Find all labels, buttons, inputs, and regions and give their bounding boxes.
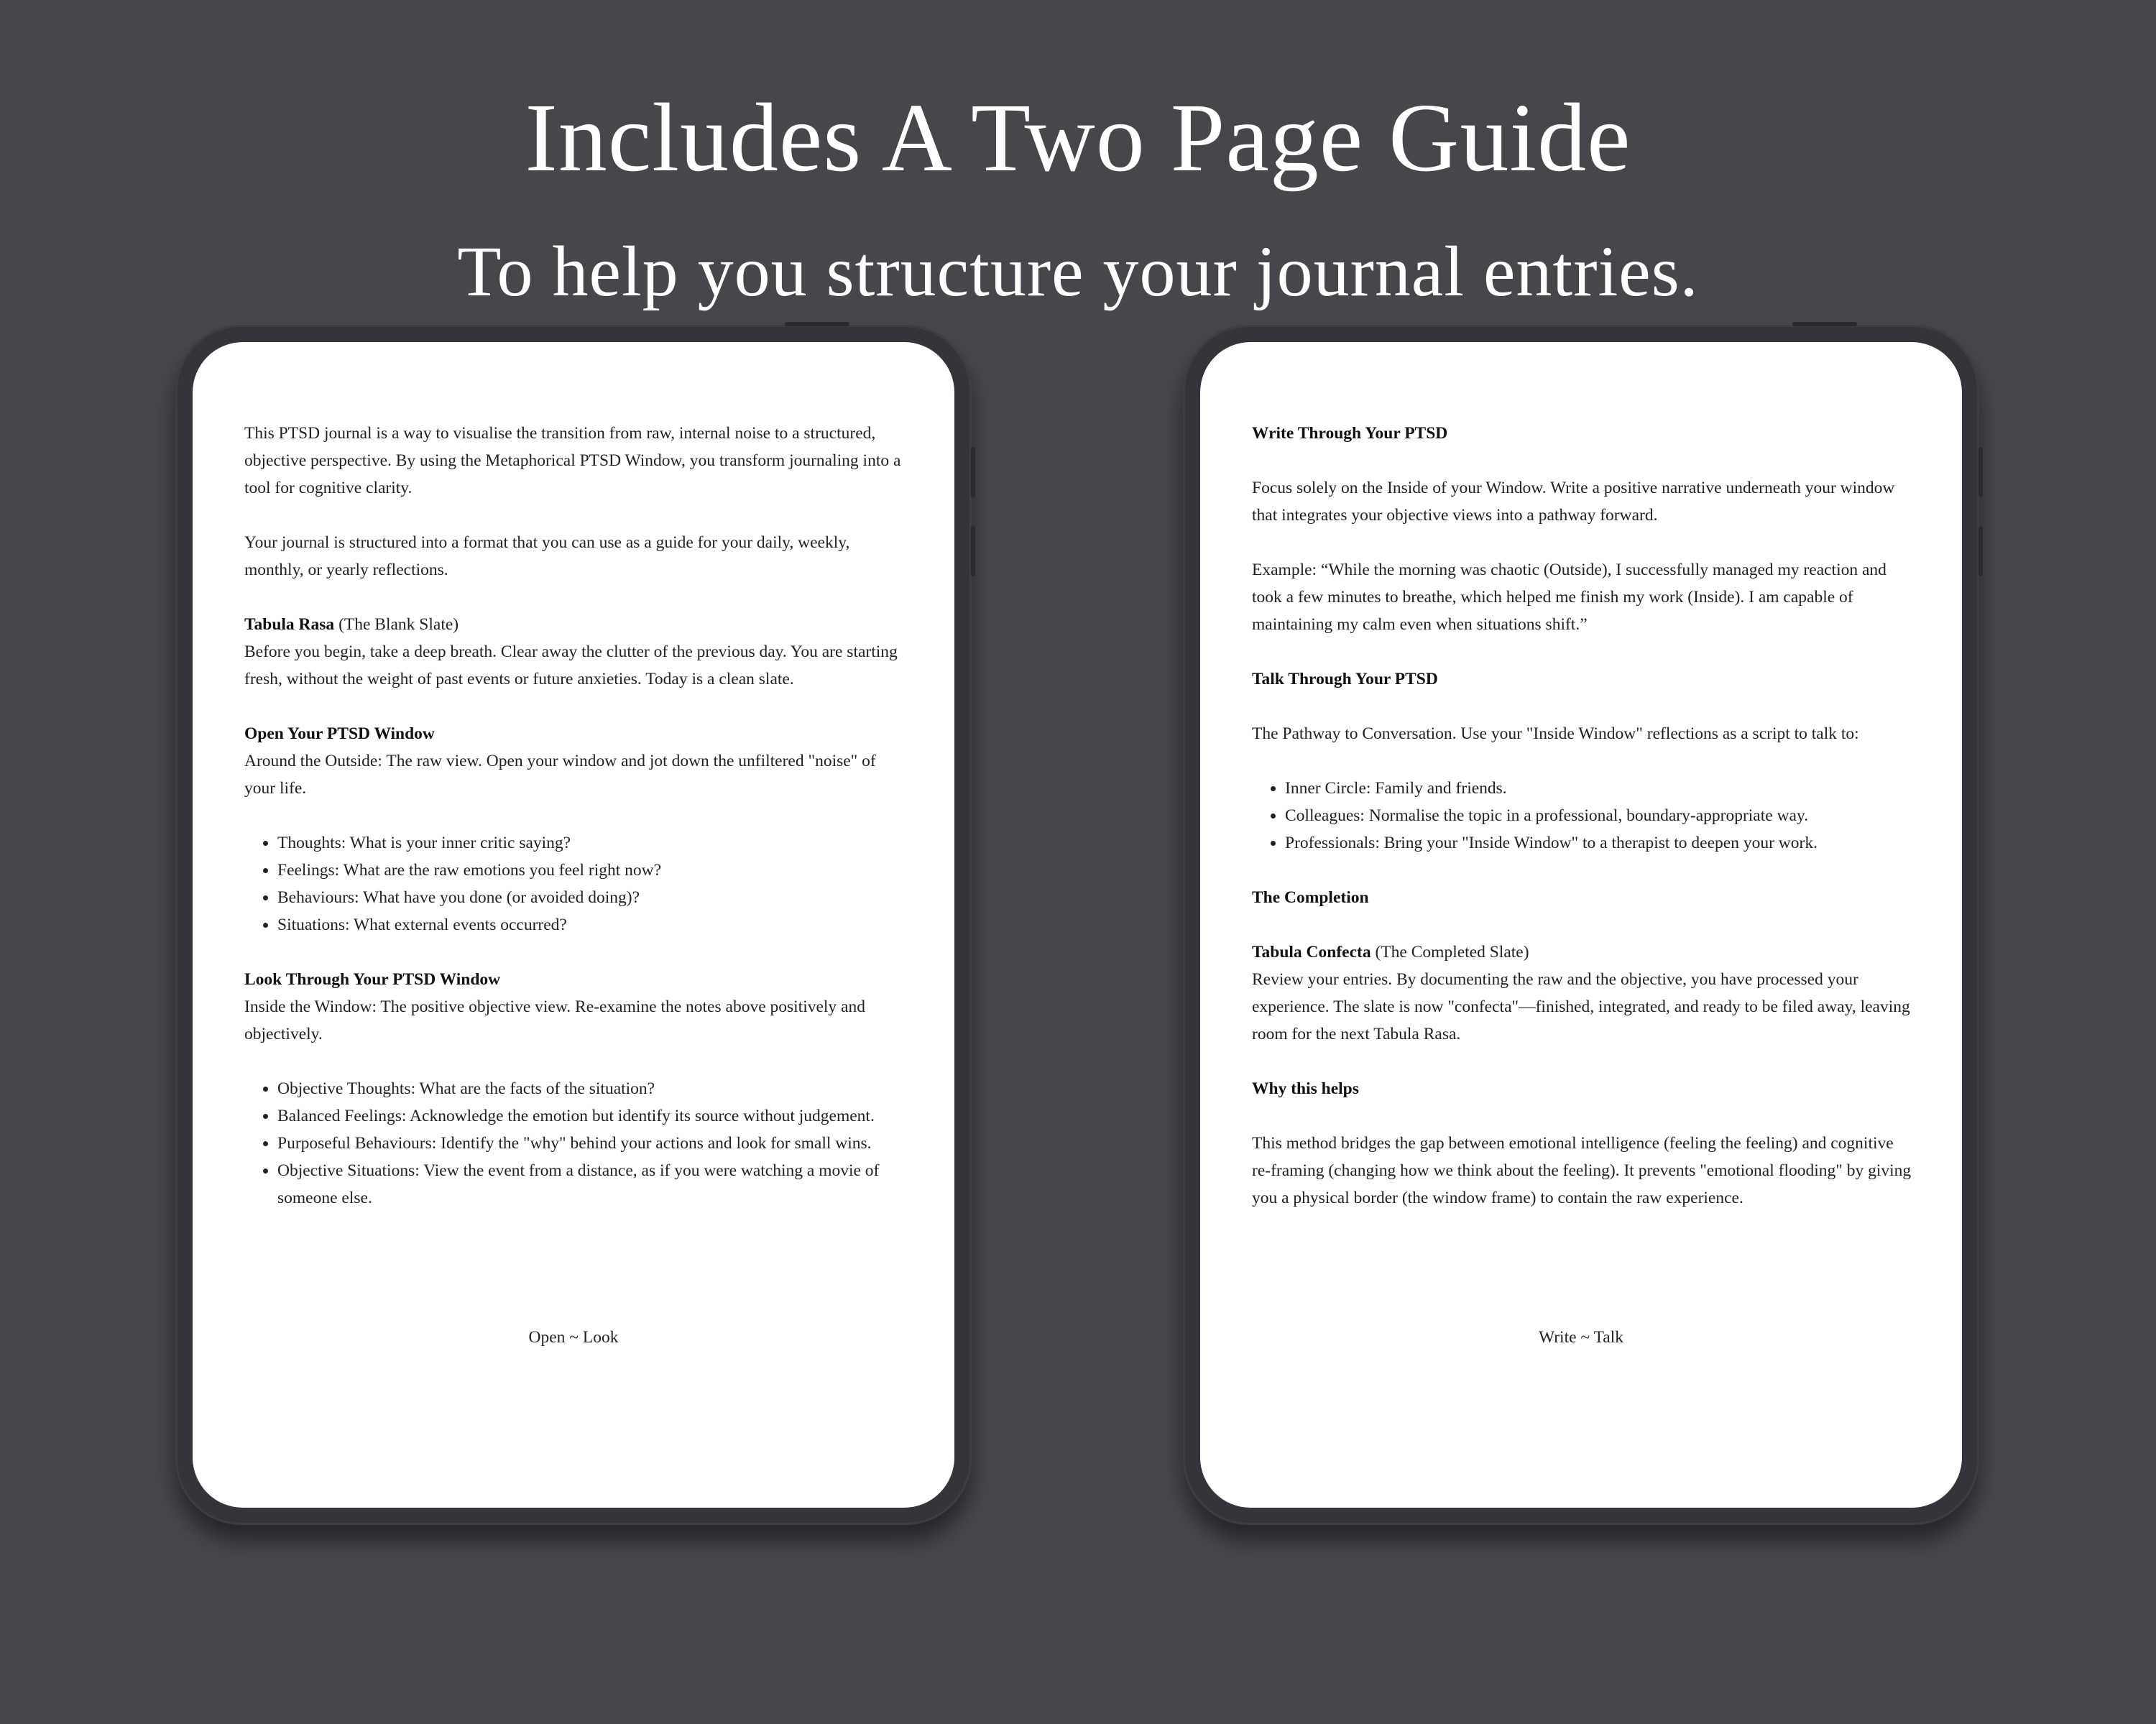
section-body: This method bridges the gap between emotional intelligence (feeling the feeling) and cognitive re-framing (changing how we think about the feeling). It prevents "emotional flooding" by giving you a physical border (the window frame) to contain the raw experience. <box>1252 1134 1912 1207</box>
tabula-rasa-section <box>244 611 906 693</box>
write-heading-block <box>1252 420 1913 447</box>
talk-heading-block <box>1252 665 1913 693</box>
section-body: Inside the Window: The positive objective view. Re-examine the notes above positively and objectively. <box>244 997 865 1043</box>
page-footer: Open ~ Look <box>528 1328 619 1347</box>
section-body: Review your entries. By documenting the raw and the objective, you have processed your experience. The slate is now "confecta"—finished, integrated, and ready to be filed away, leaving room for the next Tabula Rasa. <box>1252 970 1910 1043</box>
example-paragraph: Example: “While the morning was chaotic (Outside), I successfully managed my reaction and took a few minutes to breathe, which helped me finish my work (Inside). I am capable of maintaining my calm even when situations shift.” <box>1252 561 1886 634</box>
list-item: • Behaviours: What have you done (or avoided doing)? <box>277 884 906 911</box>
tablet-volume-up-button <box>1978 447 1983 497</box>
guide-page-one <box>244 420 906 1239</box>
tablet-volume-up-button <box>971 447 975 497</box>
why-heading-block <box>1252 1075 1913 1102</box>
page-footer: Write ~ Talk <box>1538 1328 1624 1347</box>
intro-paragraph: Your journal is structured into a format that you can use as a guide for your daily, weekly, monthly, or yearly reflections. <box>244 533 850 579</box>
section-heading: Tabula Confecta <box>1252 943 1371 962</box>
tablet-volume-down-button <box>1978 526 1983 576</box>
tablet-screen-right <box>1200 342 1962 1508</box>
tablet-screen-left <box>193 342 954 1508</box>
guide-page-two <box>1252 420 1913 1239</box>
tabula-confecta-section <box>1252 939 1913 1048</box>
section-heading: Look Through Your PTSD Window <box>244 970 501 989</box>
list-item: • Objective Thoughts: What are the facts of the situation? <box>277 1075 906 1102</box>
section-body: Around the Outside: The raw view. Open your window and jot down the unfiltered "noise" of your life. <box>244 752 876 798</box>
section-heading-note: (The Blank Slate) <box>338 615 459 634</box>
tablet-right <box>1183 325 1979 1525</box>
look-window-list <box>244 1075 906 1212</box>
section-body: Before you begin, take a deep breath. Clear away the clutter of the previous day. You are starting fresh, without the weight of past events or future anxieties. Today is a clean slate. <box>244 642 898 688</box>
list-item: • Feelings: What are the raw emotions you feel right now? <box>277 857 906 884</box>
tablet-left <box>175 325 972 1525</box>
list-item: • Objective Situations: View the event from a distance, as if you were watching a movie of someone else. <box>277 1157 906 1212</box>
page-subtitle: To help you structure your journal entries. <box>457 231 1699 311</box>
page-title: Includes A Two Page Guide <box>525 84 1631 192</box>
list-item: • Balanced Feelings: Acknowledge the emotion but identify its source without judgement. <box>277 1102 906 1130</box>
talk-list <box>1252 775 1913 857</box>
intro-paragraph: This PTSD journal is a way to visualise the transition from raw, internal noise to a structured, objective perspective. By using the Metaphorical PTSD Window, you transform journaling into a tool for cognitive clarity. <box>244 424 901 497</box>
list-item: • Purposeful Behaviours: Identify the "why" behind your actions and look for small wins. <box>277 1130 906 1157</box>
open-window-section <box>244 720 906 802</box>
tablet-top-button <box>785 322 849 326</box>
list-item: • Professionals: Bring your "Inside Window" to a therapist to deepen your work. <box>1285 829 1913 857</box>
tablet-top-button <box>1792 322 1857 326</box>
list-item: • Situations: What external events occurred? <box>277 911 906 939</box>
section-heading: Write Through Your PTSD <box>1252 424 1448 443</box>
section-body: Focus solely on the Inside of your Window. Write a positive narrative underneath your window that integrates your objective views into a pathway forward. <box>1252 479 1895 525</box>
section-heading: Talk Through Your PTSD <box>1252 670 1438 688</box>
completion-heading-block <box>1252 884 1913 911</box>
open-window-list <box>244 829 906 939</box>
look-window-section <box>244 966 906 1048</box>
list-item: • Colleagues: Normalise the topic in a professional, boundary-appropriate way. <box>1285 802 1913 829</box>
section-body: The Pathway to Conversation. Use your "Inside Window" reflections as a script to talk to: <box>1252 724 1859 743</box>
list-item: • Inner Circle: Family and friends. <box>1285 775 1913 802</box>
section-heading: Open Your PTSD Window <box>244 724 435 743</box>
section-heading: The Completion <box>1252 888 1369 907</box>
section-heading-note: (The Completed Slate) <box>1375 943 1529 962</box>
section-heading: Tabula Rasa <box>244 615 335 634</box>
section-heading: Why this helps <box>1252 1079 1359 1098</box>
tablet-volume-down-button <box>971 526 975 576</box>
list-item: • Thoughts: What is your inner critic saying? <box>277 829 906 857</box>
